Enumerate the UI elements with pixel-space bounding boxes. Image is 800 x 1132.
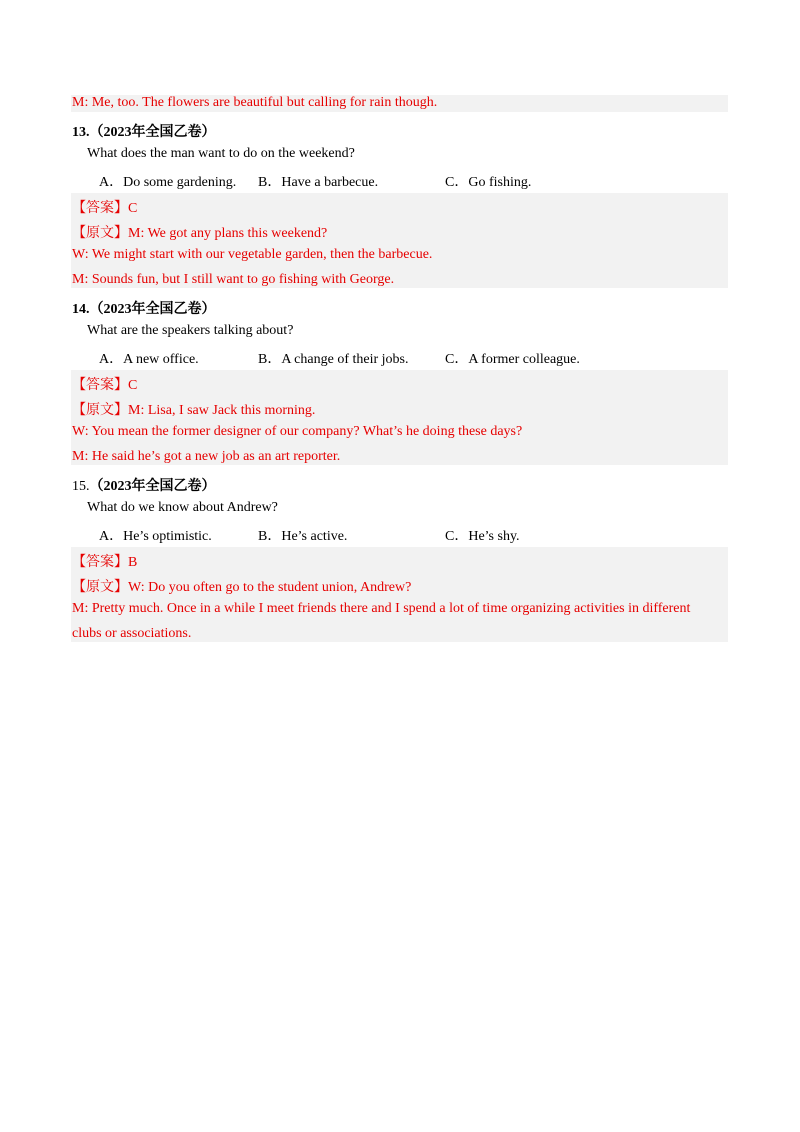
question-text-13: What does the man want to do on the weekend? [87,146,355,161]
answer-line-15 [72,551,137,571]
question-source: （2023年全国乙卷） [89,302,216,317]
option-a-15: A．He’s optimistic. [99,529,212,544]
answer-value: B [128,555,138,570]
option-c-14: C．A former colleague. [445,352,580,367]
answer-value: C [128,201,138,216]
answer-tag: 【答案】 [72,378,128,393]
answer-line-13 [72,197,137,217]
answer-tag: 【答案】 [72,555,128,570]
answer-line-14 [72,374,137,394]
option-a-14: A．A new office. [99,352,199,367]
transcript-tag: 【原文】 [72,226,128,241]
option-b-15: B．He’s active. [258,529,348,544]
transcript-tag: 【原文】 [72,580,128,595]
transcript-line-13-2: W: We might start with our vegetable garden, then the barbecue. [72,247,433,262]
transcript-line-13-3: M: Sounds fun, but I still want to go fishing with George. [72,272,395,287]
question-header-14 [72,298,216,318]
option-b-13: B．Have a barbecue. [258,175,379,190]
transcript-line-15-3: clubs or associations. [72,626,192,641]
option-c-15: C．He’s shy. [445,529,520,544]
question-number: 15. [72,479,90,494]
answer-value: C [128,378,138,393]
transcript-tag: 【原文】 [72,403,128,418]
transcript-line-15-1: 【原文】W: Do you often go to the student union, Andrew? [72,580,412,595]
question-source: （2023年全国乙卷） [89,479,216,494]
transcript-line-14-2: W: You mean the former designer of our company? What’s he doing these days? [72,424,523,439]
transcript-line-14-3: M: He said he’s got a new job as an art reporter. [72,449,341,464]
question-header-13 [72,121,216,141]
transcript-line-13-1: 【原文】M: We got any plans this weekend? [72,226,328,241]
question-text-15: What do we know about Andrew? [87,500,278,515]
question-source: （2023年全国乙卷） [89,125,216,140]
question-header-15 [72,475,216,495]
question-number: 13. [72,125,90,140]
question-text-14: What are the speakers talking about? [87,323,294,338]
transcript-line-14-1: 【原文】M: Lisa, I saw Jack this morning. [72,403,316,418]
option-a-13: A．Do some gardening. [99,175,237,190]
option-c-13: C．Go fishing. [445,175,532,190]
option-b-14: B．A change of their jobs. [258,352,409,367]
answer-tag: 【答案】 [72,201,128,216]
transcript-line-15-2: M: Pretty much. Once in a while I meet friends there and I spend a lot of time organizing activities in different [72,601,691,616]
transcript-line-prev: M: Me, too. The flowers are beautiful but calling for rain though. [72,95,438,110]
question-number: 14. [72,302,90,317]
